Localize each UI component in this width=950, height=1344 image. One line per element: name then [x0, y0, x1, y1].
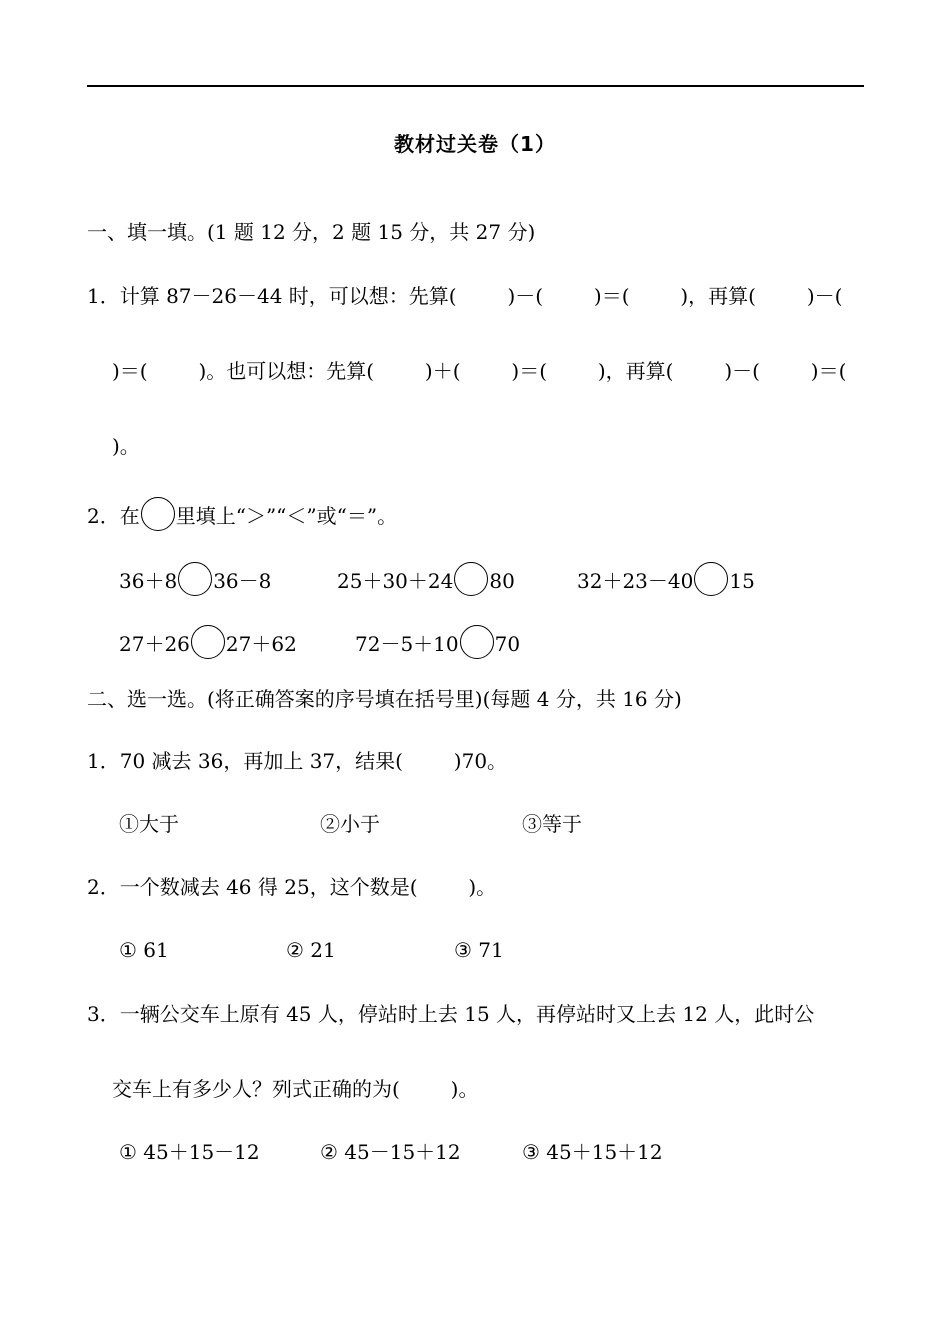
compare-item — [577, 562, 755, 596]
compare-item — [355, 625, 520, 659]
q2-instruction — [87, 497, 397, 531]
mc-question-3-line-1: 3．一辆公交车上原有 45 人，停站时上去 15 人，再停站时又上去 12 人，此时公 — [87, 1002, 815, 1026]
answer-circle-icon — [141, 497, 175, 531]
q1-line-1: 1．计算 87－26－44 时，可以想：先算( )－( )＝( )，再算( )－( — [87, 284, 843, 308]
compare-left: 36＋8 — [119, 569, 178, 593]
compare-circle-icon[interactable] — [460, 625, 494, 659]
mc-option[interactable]: ①大于 — [119, 812, 179, 836]
page-title: 教材过关卷（1） — [394, 132, 556, 156]
mc-option[interactable]: ③ 71 — [454, 938, 504, 962]
compare-left: 32＋23－40 — [577, 569, 694, 593]
compare-right: 36－8 — [213, 569, 272, 593]
mc-question-1: 1．70 减去 36，再加上 37，结果( )70。 — [87, 749, 508, 773]
compare-left: 27＋26 — [119, 632, 190, 656]
q1-line-2: )＝( )。也可以想：先算( )＋( )＝( )，再算( )－( )＝( — [112, 359, 847, 383]
header-rule — [87, 85, 864, 87]
compare-right: 27＋62 — [225, 632, 297, 656]
mc-option[interactable]: ② 45－15＋12 — [320, 1140, 461, 1164]
compare-circle-icon[interactable] — [178, 562, 212, 596]
q2-suffix: 里填上“＞”“＜”或“＝”。 — [175, 504, 398, 528]
mc-option[interactable]: ②小于 — [320, 812, 380, 836]
compare-circle-icon[interactable] — [191, 625, 225, 659]
compare-item — [119, 625, 297, 659]
compare-circle-icon[interactable] — [454, 562, 488, 596]
compare-item — [337, 562, 515, 596]
compare-left: 72－5＋10 — [355, 632, 459, 656]
mc-option[interactable]: ① 45＋15－12 — [119, 1140, 260, 1164]
mc-question-2: 2．一个数减去 46 得 25，这个数是( )。 — [87, 875, 497, 899]
compare-right: 70 — [494, 632, 521, 656]
compare-right: 80 — [489, 569, 515, 593]
section-1-heading: 一、填一填。(1 题 12 分，2 题 15 分，共 27 分) — [87, 220, 536, 244]
mc-option[interactable]: ③ 45＋15＋12 — [522, 1140, 663, 1164]
mc-option[interactable]: ③等于 — [522, 812, 582, 836]
mc-question-3-line-2: 交车上有多少人？列式正确的为( )。 — [112, 1077, 479, 1101]
compare-item — [119, 562, 271, 596]
compare-circle-icon[interactable] — [694, 562, 728, 596]
mc-option[interactable]: ① 61 — [119, 938, 169, 962]
q2-prefix: 2．在 — [87, 504, 140, 528]
section-2-heading: 二、选一选。(将正确答案的序号填在括号里)(每题 4 分，共 16 分) — [87, 687, 682, 711]
mc-option[interactable]: ② 21 — [286, 938, 336, 962]
compare-right: 15 — [729, 569, 755, 593]
compare-left: 25＋30＋24 — [337, 569, 454, 593]
q1-line-3: )。 — [112, 434, 140, 458]
